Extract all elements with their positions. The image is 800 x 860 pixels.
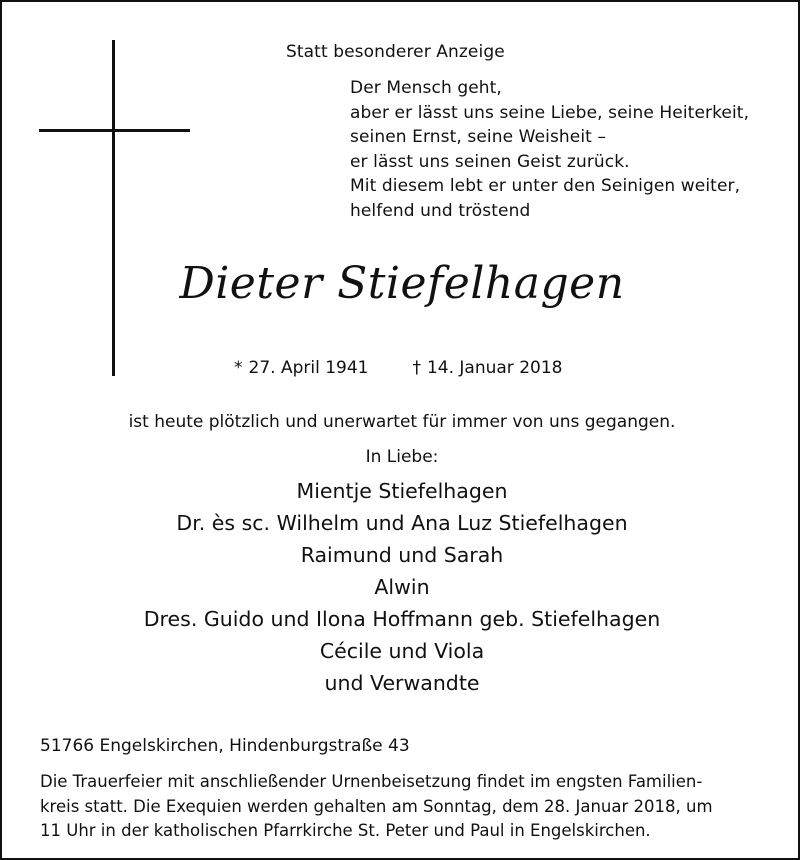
service-line: kreis statt. Die Exequien werden gehalten am Sonntag, dem 28. Januar 2018, um <box>40 796 713 816</box>
mourners-list <box>2 475 800 699</box>
mourner: Dres. Guido und Ilona Hoffmann geb. Stiefelhagen <box>143 607 661 631</box>
deceased-name: Dieter Stiefelhagen <box>179 258 625 309</box>
service-info <box>40 770 770 844</box>
cross-icon <box>112 40 115 376</box>
mourner: und Verwandte <box>324 671 480 695</box>
poem-line: aber er lässt uns seine Liebe, seine Heiterkeit, <box>350 102 750 123</box>
poem-line: er lässt uns seinen Geist zurück. <box>350 151 630 172</box>
in-love-label: In Liebe: <box>365 447 439 467</box>
poem-line: helfend und tröstend <box>350 200 531 221</box>
life-dates <box>234 358 562 378</box>
poem <box>350 76 749 223</box>
mourner: Dr. ès sc. Wilhelm und Ana Luz Stiefelhagen <box>176 511 628 535</box>
mourner: Alwin <box>374 575 430 599</box>
mourner: Cécile und Viola <box>319 639 485 663</box>
intro-line: Statt besonderer Anzeige <box>286 42 505 62</box>
mourner: Mientje Stiefelhagen <box>296 479 508 503</box>
poem-line: Mit diesem lebt er unter den Seinigen weiter, <box>350 176 741 196</box>
death-date: 14. Januar 2018 <box>426 358 563 378</box>
service-line: Die Trauerfeier mit anschließender Urnenbeisetzung findet im engsten Familien- <box>40 772 703 791</box>
death-symbol: † <box>412 358 421 378</box>
birth-symbol: * <box>234 358 243 378</box>
poem-line: seinen Ernst, seine Weisheit – <box>350 127 607 147</box>
birth-date: 27. April 1941 <box>248 358 369 378</box>
passing-message: ist heute plötzlich und unerwartet für immer von uns gegangen. <box>128 412 676 432</box>
address: 51766 Engelskirchen, Hindenburgstraße 43 <box>40 736 410 756</box>
poem-line: Der Mensch geht, <box>350 78 502 98</box>
service-line: 11 Uhr in der katholischen Pfarrkirche St. Peter und Paul in Engelskirchen. <box>40 821 651 840</box>
cross-icon-bar <box>39 129 190 132</box>
mourner: Raimund und Sarah <box>300 543 504 567</box>
